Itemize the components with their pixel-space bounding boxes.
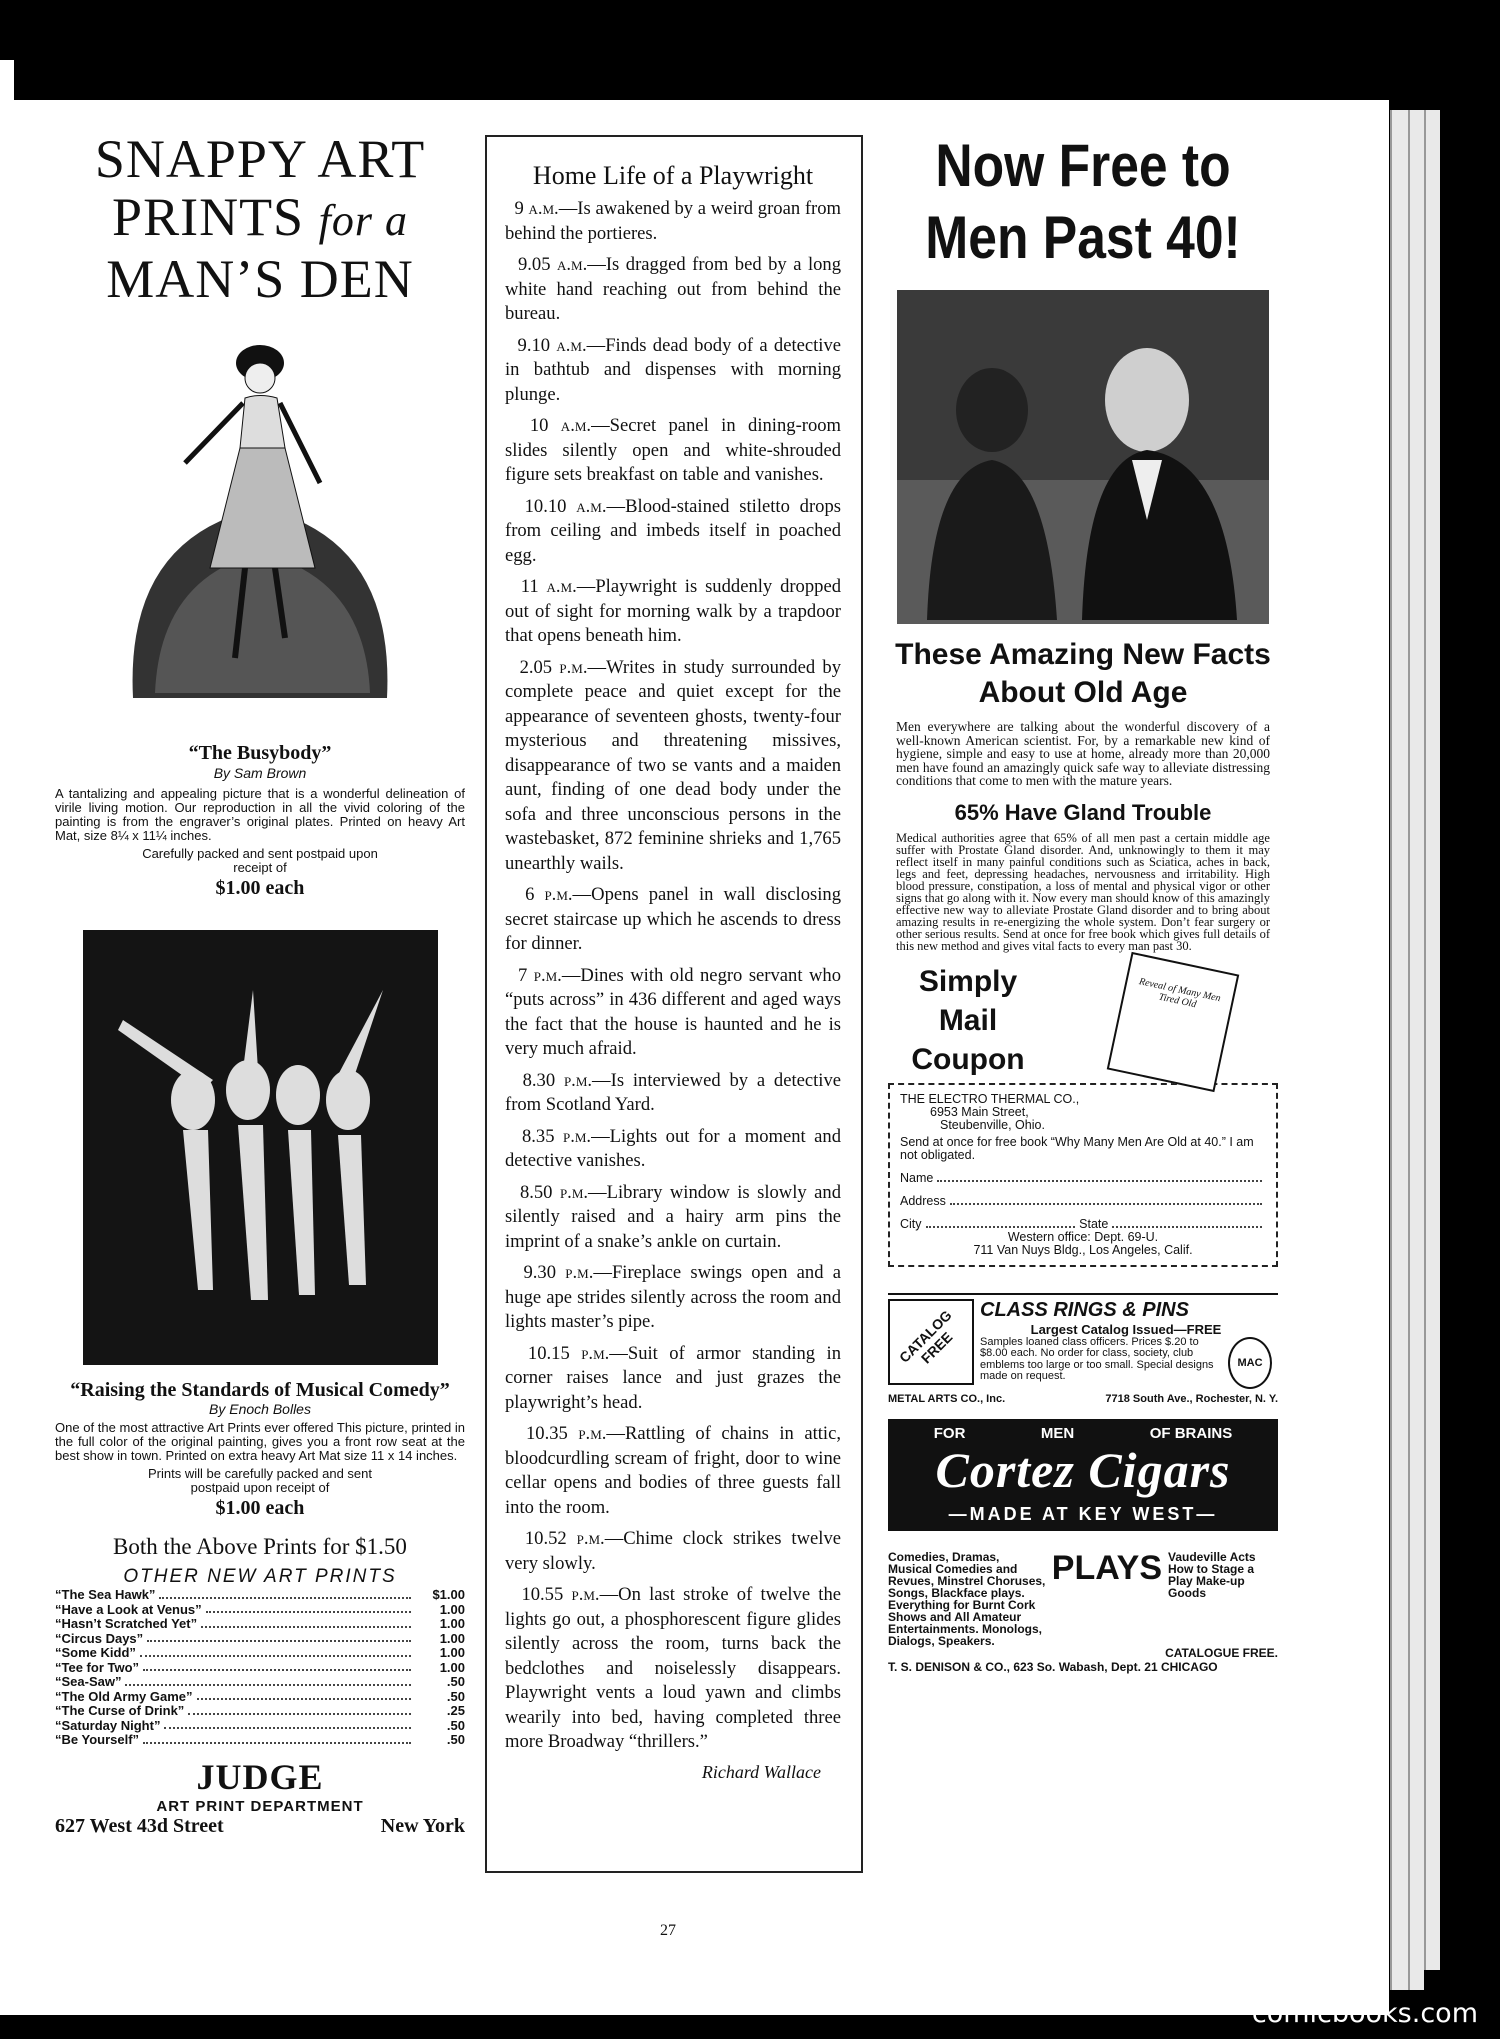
ad-body: Medical authorities agree that 65% of all men past a certain middle age suffer with Prostate Gland disorder. And, unknowingly to them it may reflect itself in many painful conditions such as Sciatica, aches in back, legs and feet, depressing headaches, nervousness and irritability. High blood pressure, constipation, a loss of mental and physical vigor or other signs that go along with it. Now every man should know of this amazingly effective new way to alleviate Prostate Gland disorder and to bring about amazing results in re-energizing the whole system. Don’t fear surgery or other serious results. Send at once for free book which gives full details of this new method and gives vital facts to every man past 30. bbox=[896, 830, 1270, 953]
playwright-article bbox=[485, 135, 863, 1873]
headline-line: SNAPPY ART bbox=[94, 129, 426, 189]
article-entry: 10.10 a.m.—Blood-stained stiletto drops from ceiling and imbeds itself in poached egg. bbox=[505, 495, 841, 566]
judge-logo: JUDGE bbox=[196, 1756, 324, 1797]
plays-word: PLAYS bbox=[1051, 1548, 1162, 1587]
watermark: comicbooks.com bbox=[1251, 1998, 1478, 2029]
print-description: A tantalizing and appealing picture that is a wonderful delineation of virile living motion. Our reproduction in all the vivid coloring of the painting is from the engraver’s original plates. Printed on heavy Art Mat, size 8¼ x 11¼ inches. bbox=[55, 786, 465, 843]
print-artist: By Enoch Bolles bbox=[209, 1401, 311, 1417]
bundle-offer: Both the Above Prints for $1.50 bbox=[113, 1534, 407, 1559]
mail-coupon-header bbox=[888, 962, 1278, 1079]
article-entry: 9.30 p.m.—Fireplace swings open and a huge ape strides silently across the room and lights master’s pipe. bbox=[505, 1262, 841, 1332]
article-entry: 9.05 a.m.—Is dragged from bed by a long white hand reaching out from behind the bureau. bbox=[505, 254, 841, 324]
cortez-cigars-ad: FOR MEN OF BRAINS Cortez Cigars —MADE AT KEY WEST— bbox=[888, 1419, 1278, 1531]
price-list-item: “The Sea Hawk” $1.00 bbox=[55, 1587, 465, 1602]
price-list-item: “Circus Days” 1.00 bbox=[55, 1630, 465, 1646]
article-entry: 9 a.m.—Is awakened by a weird groan from behind the portieres. bbox=[505, 198, 842, 244]
city-state-field[interactable]: City State bbox=[900, 1218, 1266, 1231]
article-entry: 6 p.m.—Opens panel in wall disclosing secret staircase up which he ascends to dress for dinner. bbox=[505, 884, 842, 954]
print-price: $1.00 each bbox=[215, 877, 305, 899]
article-title: Home Life of a Playwright bbox=[532, 161, 814, 190]
article-entry: 10 a.m.—Secret panel in dining-room slides silently open and white-shrouded figure sets breakfast on table and vanishes. bbox=[505, 415, 842, 485]
article-entry: 2.05 p.m.—Writes in study surrounded by complete peace and quiet except for the appearance of seventeen ghosts, twenty-four mysterious and threatening missives, disappearance of two se vants and a maiden aunt, finding of one dead body under the sofa and three unconscious persons in the wastebasket, 872 feminine shrieks and 1,765 unearthly wails. bbox=[505, 656, 841, 874]
rings-footer: METAL ARTS CO., Inc. 7718 South Ave., Rochester, N. Y. bbox=[888, 1392, 1278, 1405]
ad-section-heading: 65% Have Gland Trouble bbox=[954, 799, 1212, 825]
ad-headline bbox=[55, 130, 465, 308]
page-number: 27 bbox=[660, 1922, 676, 1939]
art-prints-ad bbox=[55, 130, 465, 1838]
print-shipping: Carefully packed and sent postpaid upon receipt of bbox=[142, 846, 378, 875]
article-entry: 10.55 p.m.—On last stroke of twelve the lights go out, a phosphorescent figure glides silently across the room, turns back the bedclothes and noiselessly disappears. Playwright vents a loud yawn and climbs wearily into bed, having completed three more Broadway “thrillers.” bbox=[505, 1584, 841, 1752]
print-price: $1.00 each bbox=[215, 1497, 305, 1519]
catalog-badge: CATALOG FREE bbox=[888, 1299, 974, 1385]
article-entry: 10.35 p.m.—Rattling of chains in attic, bloodcurdling scream of fright, door to wine cellar opens and bodies of three guests fall into the room. bbox=[505, 1423, 841, 1518]
city: New York bbox=[380, 1814, 465, 1837]
left-page-strip bbox=[0, 60, 14, 2015]
price-list-item: “The Curse of Drink” .25 bbox=[55, 1703, 465, 1718]
cigar-brand: Cortez Cigars bbox=[935, 1441, 1231, 1498]
rings-text: Samples loaned class officers. Prices $.20 to $8.00 each. No order for class, society, club emblems too large or too small. Special designs made on request. bbox=[980, 1335, 1214, 1382]
class-rings-ad bbox=[888, 1293, 1278, 1389]
department: ART PRINT DEPARTMENT bbox=[156, 1797, 364, 1815]
denison-plays-ad: Comedies, Dramas, Musical Comedies and Revues, Minstrel Choruses, Songs, Blackface plays. Everything for Burnt Cork Shows and All Amateur Entertainments. Monologs, Dialogs, Speakers. PLAYS Vaudeville Acts How to Stage a Play Make-up Goods CATALOGUE FREE. T. S. DENISON & CO., 623 So. Wabash, Dept. 21 CHICAGO bbox=[888, 1548, 1278, 1674]
headline-line: PRINTS for a bbox=[112, 187, 408, 247]
print-shipping: Prints will be carefully packed and sent postpaid upon receipt of bbox=[147, 1466, 372, 1495]
print-artist: By Sam Brown bbox=[213, 765, 307, 781]
rings-title: CLASS RINGS & PINS bbox=[980, 1298, 1189, 1321]
price-list-item: “Tee for Two” 1.00 bbox=[55, 1659, 465, 1675]
price-list-item: “Saturday Night” .50 bbox=[55, 1717, 465, 1733]
price-list-item: “Sea-Saw” .50 bbox=[55, 1674, 465, 1689]
address-field[interactable]: Address bbox=[900, 1195, 1266, 1208]
print-title: “The Busybody” bbox=[188, 742, 332, 764]
article-entry: 7 p.m.—Dines with old negro servant who “puts across” in 436 different and aged ways the fact that the house is haunted and he is very much afraid. bbox=[505, 964, 842, 1059]
article-entries bbox=[505, 197, 841, 1755]
busybody-illustration bbox=[115, 338, 405, 728]
price-list bbox=[55, 1588, 465, 1748]
article-entry: 11 a.m.—Playwright is suddenly dropped out of sight for morning walk by a trapdoor that opens beneath him. bbox=[505, 576, 842, 646]
price-list-item: “Hasn’t Scratched Yet” 1.00 bbox=[55, 1616, 465, 1631]
page-edge bbox=[1390, 110, 1408, 1990]
article-entry: 8.35 p.m.—Lights out for a moment and detective vanishes. bbox=[505, 1125, 842, 1171]
metal-arts-logo: MAC bbox=[1228, 1337, 1272, 1389]
rings-subtitle: Largest Catalog Issued—FREE bbox=[1030, 1321, 1222, 1337]
article-entry: 8.30 p.m.—Is interviewed by a detective from Scotland Yard. bbox=[505, 1069, 841, 1115]
mail-coupon-text: Simply Mail Coupon bbox=[911, 964, 1025, 1076]
price-list-item: “Be Yourself” .50 bbox=[55, 1732, 465, 1747]
page-edge bbox=[1408, 110, 1424, 1990]
doctor-photo bbox=[897, 290, 1269, 624]
print-description: One of the most attractive Art Prints ever offered This picture, printed in the full color of the original painting, gives you a front row seat at the best show in town. Printed on extra heavy Art Mat size 11 x 14 inches. bbox=[55, 1420, 465, 1463]
ad-headline: Men Past 40! bbox=[925, 204, 1241, 271]
ad-intro: Men everywhere are talking about the wonderful discovery of a well-known American scientist. For, by a remarkable new kind of hygiene, simple and easy to use at home, already more than 20,000 men have found an amazingly quick safe way to alleviate distressing conditions that come to men with the mature years. bbox=[896, 719, 1270, 788]
ad-headline: Now Free to bbox=[935, 132, 1231, 199]
article-signature: Richard Wallace bbox=[701, 1761, 821, 1782]
electro-thermal-ad bbox=[888, 130, 1278, 1673]
price-list-item: “Have a Look at Venus” 1.00 bbox=[55, 1601, 465, 1617]
address bbox=[55, 1815, 465, 1838]
musical-comedy-illustration bbox=[83, 930, 438, 1365]
book-icon: Reveal of Many Men Tired Old bbox=[1048, 962, 1278, 1079]
article-entry: 9.10 a.m.—Finds dead body of a detective in bathtub and dispenses with morning plunge. bbox=[505, 334, 842, 405]
headline-line: MAN’S DEN bbox=[106, 249, 414, 309]
name-field[interactable]: Name bbox=[900, 1172, 1266, 1185]
page-edge bbox=[1424, 110, 1440, 1970]
article-entry: 10.52 p.m.—Chime clock strikes twelve very slowly. bbox=[505, 1528, 841, 1574]
article-entry: 10.15 p.m.—Suit of armor standing in corner raises lance and just grazes the playwright’s head. bbox=[505, 1342, 841, 1413]
ad-subheadline: These Amazing New Facts About Old Age bbox=[895, 638, 1271, 709]
coupon-form[interactable]: THE ELECTRO THERMAL CO., 6953 Main Street, Steubenville, Ohio. Send at once for free book “Why Many Men Are Old at 40.” I am not obligated. Name Address City State Western office: Dept. 69-U. 711 Van Nuys Bldg., Los Angeles, Calif. bbox=[888, 1083, 1278, 1267]
other-prints-heading: OTHER NEW ART PRINTS bbox=[123, 1566, 397, 1587]
article-entry: 8.50 p.m.—Library window is slowly and silently raised and a hairy arm pins the imprint of a snake’s ankle on curtain. bbox=[505, 1181, 841, 1252]
street: 627 West 43d Street bbox=[55, 1814, 224, 1837]
price-list-item: “Some Kidd” 1.00 bbox=[55, 1645, 465, 1660]
price-list-item: “The Old Army Game” .50 bbox=[55, 1688, 465, 1704]
print-title: “Raising the Standards of Musical Comedy” bbox=[70, 1379, 450, 1401]
